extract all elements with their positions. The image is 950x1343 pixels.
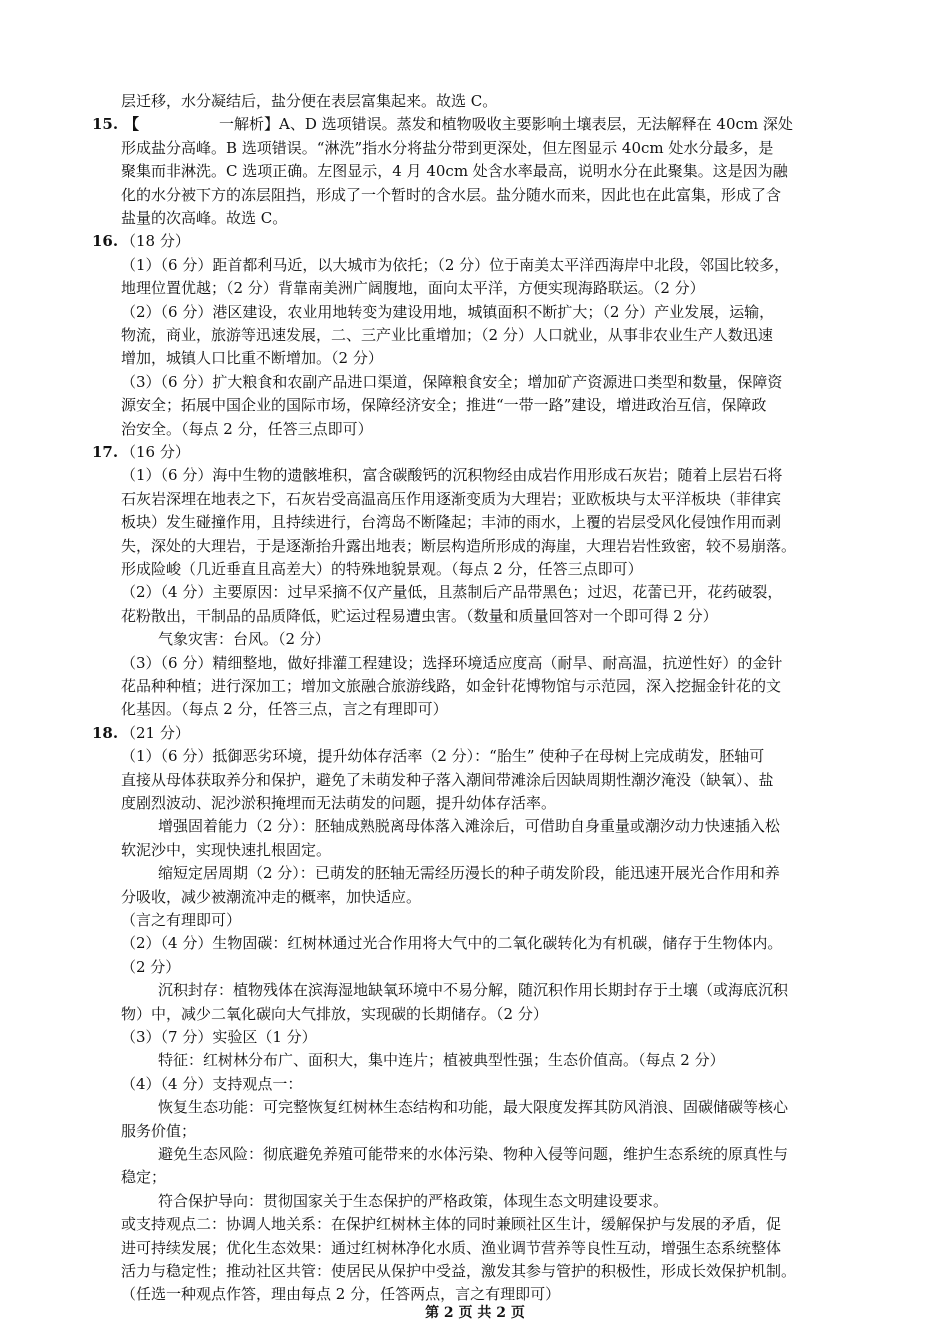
text-line: （1）（6 分）抵御恶劣环境，提升幼体存活率（2 分）：“胎生” 使种子在母树上完成萌发，胚轴可 bbox=[121, 747, 765, 766]
text-line: 石灰岩深埋在地表之下，石灰岩受高温高压作用逐渐变质为大理岩；亚欧板块与太平洋板块（菲律宾 bbox=[121, 489, 782, 508]
text-line: 盐量的次高峰。故选 C。 bbox=[121, 209, 288, 227]
text-line: 度剧烈波动、泥沙淤积掩埋而无法萌发的问题，提升幼体存活率。 bbox=[121, 794, 557, 812]
text-line: 气象灾害：台风。（2 分） bbox=[158, 630, 330, 649]
text-line: （言之有理即可） bbox=[121, 911, 242, 929]
text-line: 化基因。（每点 2 分，任答三点，言之有理即可） bbox=[121, 700, 448, 719]
text-line: （3）（7 分）实验区（1 分） bbox=[121, 1028, 317, 1046]
text-line: （1）（6 分）距首都利马近，以大城市为依托；（2 分）位于南美太平洋西海岸中北段，邻国比较多， bbox=[121, 255, 790, 274]
text-line: 沉积封存：植物残体在滨海湿地缺氧环境中不易分解，随沉积作用长期封存于土壤（或海底沉积 bbox=[158, 981, 789, 1000]
question-number-17: 17. bbox=[92, 443, 119, 461]
text-line: 直接从母体获取养分和保护，避免了未萌发种子落入潮间带滩涂后因缺周期性潮汐淹没（缺氧）、盐 bbox=[121, 770, 774, 789]
text-line: 化的水分被下方的冻层阻挡，形成了一个暂时的含水层。盐分随水而来，因此也在此富集，形成了含 bbox=[121, 185, 782, 204]
text-line: 符合保护导向：贯彻国家关于生态保护的严格政策，体现生态文明建设要求。 bbox=[158, 1191, 669, 1210]
text-line: （3）（6 分）精细整地，做好排灌工程建设；选择环境适应度高（耐旱、耐高温，抗逆性好）的金针 bbox=[121, 653, 783, 672]
text-line: 层迁移，水分凝结后，盐分便在表层富集起来。故选 C。 bbox=[121, 92, 498, 110]
text-line: （2 分） bbox=[121, 957, 181, 976]
text-line: 软泥沙中，实现快速扎根固定。 bbox=[121, 840, 332, 859]
text-line: 增强固着能力（2 分）：胚轴成熟脱离母体落入滩涂后，可借助自身重量或潮汐动力快速插入松 bbox=[158, 817, 780, 836]
text-line: 形成盐分高峰。B 选项错误。“淋洗”指水分将盐分带到更深处，但左图显示 40cm 处水分最多，是 bbox=[121, 138, 774, 157]
text-line: （2）（4 分）生物固碳：红树林通过光合作用将大气中的二氧化碳转化为有机碳，储存于生物体内。 bbox=[121, 934, 783, 953]
page-footer: 第 2 页 共 2 页 bbox=[425, 1305, 525, 1321]
text-line: 或支持观点二：协调人地关系：在保护红树林主体的同时兼顾社区生计，缓解保护与发展的矛盾，促 bbox=[121, 1215, 782, 1234]
text-line: 恢复生态功能：可完整恢复红树林生态结构和功能，最大限度发挥其防风消浪、固碳储碳等核心 bbox=[158, 1098, 789, 1117]
question-number-15: 15. bbox=[92, 115, 119, 134]
text-line: 一解析】A、D 选项错误。蒸发和植物吸收主要影响土壤表层，无法解释在 40cm 深处 bbox=[219, 115, 793, 134]
text-line: 板块）发生碰撞作用，且持续进行，台湾岛不断隆起；丰沛的雨水，上覆的岩层受风化侵蚀作用而剥 bbox=[121, 513, 782, 532]
text-line: （2）（4 分）主要原因：过早采摘不仅产量低，且蒸制后产品带黑色；过迟，花蕾已开，花药破裂， bbox=[121, 583, 783, 602]
text-line: 进可持续发展；优化生态效果：通过红树林净化水质、渔业调节营养等良性互动，增强生态系统整体 bbox=[121, 1238, 782, 1257]
text-line: 花粉散出，干制品的品质降低，贮运过程易遭虫害。（数量和质量回答对一个即可得 2 分） bbox=[121, 606, 718, 625]
text-line: （4）（4 分）支持观点一： bbox=[121, 1074, 303, 1093]
text-line: 源安全；拓展中国企业的国际市场，保障经济安全；推进“一带一路”建设，增进政治互信，保障政 bbox=[121, 396, 767, 415]
text-line: 稳定； bbox=[121, 1168, 167, 1187]
text-line: 特征：红树林分布广、面积大，集中连片；植被典型性强；生态价值高。（每点 2 分） bbox=[158, 1051, 725, 1070]
text-line: （任选一种观点作答，理由每点 2 分，任答两点，言之有理即可） bbox=[121, 1285, 561, 1304]
text-line: 花品种种植；进行深加工；增加文旅融合旅游线路，如金针花博物馆与示范园，深入挖掘金针花的文 bbox=[121, 677, 782, 695]
text-line: 形成险峻（几近垂直且高差大）的特殊地貌景观。（每点 2 分，任答三点即可） bbox=[121, 560, 643, 578]
score-total: （21 分） bbox=[121, 723, 190, 742]
text-line: 治安全。（每点 2 分，任答三点即可） bbox=[121, 419, 373, 438]
text-line: （2）（6 分）港区建设，农业用地转变为建设用地，城镇面积不断扩大；（2 分）产业发展，运输， bbox=[121, 302, 775, 321]
text-line: 缩短定居周期（2 分）：已萌发的胚轴无需经历漫长的种子萌发阶段，能迅速开展光合作用和养 bbox=[158, 864, 780, 883]
answer-bracket: 【 bbox=[124, 115, 140, 134]
text-line: 物）中，减少二氧化碳向大气排放，实现碳的长期储存。（2 分） bbox=[121, 1004, 548, 1023]
text-line: 失，深处的大理岩，于是逐渐抬升露出地表；断层构造所形成的海崖，大理岩岩性致密，较不易崩落。 bbox=[121, 536, 797, 555]
text-line: （1）（6 分）海中生物的遗骸堆积，富含碳酸钙的沉积物经由成岩作用形成石灰岩；随着上层岩石将 bbox=[121, 466, 783, 485]
text-line: 增加，城镇人口比重不断增加。（2 分） bbox=[121, 349, 383, 368]
text-line: 服务价值； bbox=[121, 1121, 197, 1140]
text-line: （3）（6 分）扩大粮食和农副产品进口渠道，保障粮食安全；增加矿产资源进口类型和数量，保障资 bbox=[121, 372, 783, 391]
text-line: 避免生态风险：彻底避免养殖可能带来的水体污染、物种入侵等问题，维护生态系统的原真性与 bbox=[158, 1145, 789, 1163]
question-number-16: 16. bbox=[92, 232, 119, 251]
text-line: 聚集而非淋洗。C 选项正确。左图显示，4 月 40cm 处含水率最高，说明水分在此聚集。这是因为融 bbox=[121, 162, 788, 181]
score-total: （18 分） bbox=[121, 232, 190, 251]
text-line: 物流，商业，旅游等迅速发展，二、三产业比重增加；（2 分）人口就业，从事非农业生产人数迅速 bbox=[121, 326, 773, 344]
question-number-18: 18. bbox=[92, 723, 119, 742]
text-line: 活力与稳定性；推动社区共管：使居民从保护中受益，激发其参与管护的积极性，形成长效保护机制。 bbox=[121, 1262, 797, 1280]
score-total: （16 分） bbox=[121, 443, 190, 461]
text-line: 地理位置优越；（2 分）背靠南美洲广阔腹地，面向太平洋，方便实现海路联运。（2 分） bbox=[121, 279, 705, 298]
text-line: 分吸收，减少被潮流冲走的概率，加快适应。 bbox=[121, 887, 422, 906]
